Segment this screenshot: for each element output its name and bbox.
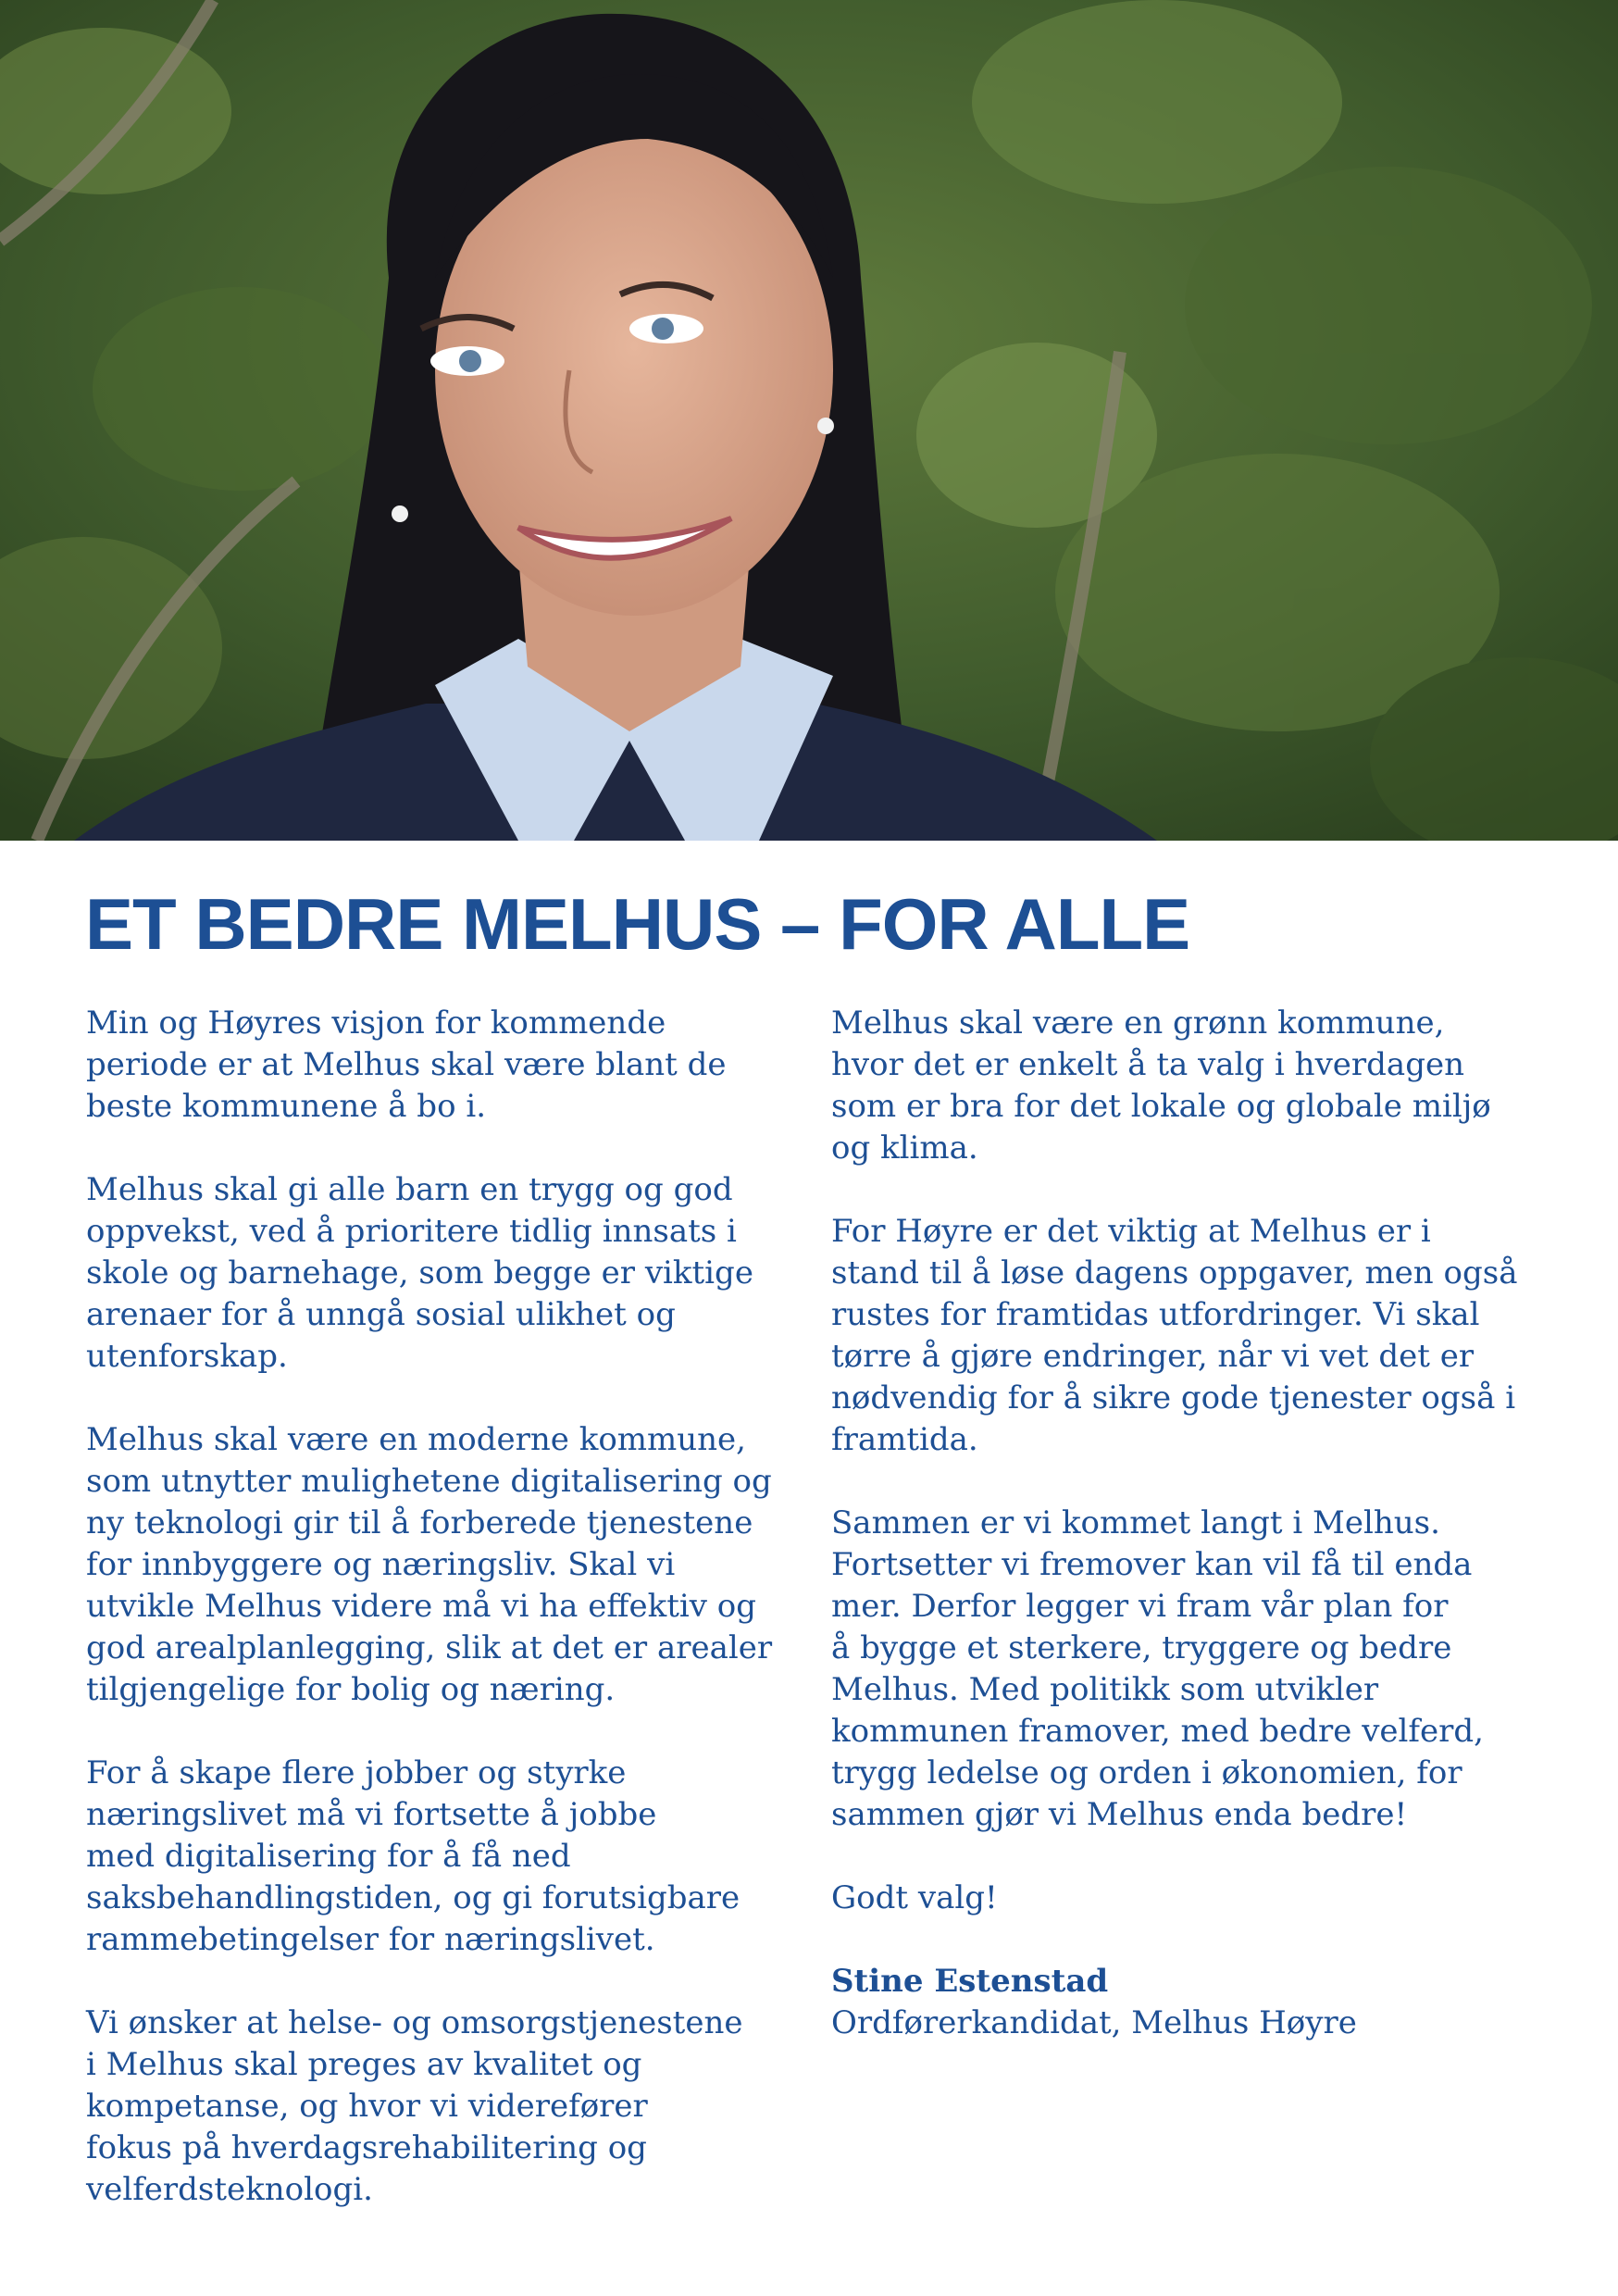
text-line: Min og Høyres visjon for kommende	[86, 1004, 666, 1042]
text-line: for innbyggere og næringsliv. Skal vi	[86, 1546, 676, 1583]
right-column	[831, 1003, 1553, 2086]
text-line: oppvekst, ved å prioritere tidlig innsats i	[86, 1213, 737, 1250]
paragraph	[831, 1211, 1553, 1461]
paragraph	[86, 1753, 808, 1961]
text-line: kompetanse, og hvor vi viderefører	[86, 2088, 648, 2125]
text-line: beste kommunene å bo i.	[86, 1088, 487, 1125]
text-line: tilgjengelige for bolig og næring.	[86, 1671, 616, 1708]
signature	[831, 1961, 1553, 2044]
text-line: stand til å løse dagens oppgaver, men også	[831, 1254, 1518, 1292]
text-line: sammen gjør vi Melhus enda bedre!	[831, 1796, 1408, 1833]
text-line: framtida.	[831, 1421, 978, 1458]
text-line: periode er at Melhus skal være blant de	[86, 1046, 727, 1083]
text-line: som utnytter mulighetene digitalisering og	[86, 1463, 772, 1500]
text-line: utvikle Melhus videre må vi ha effektiv og	[86, 1588, 757, 1625]
text-line: Vi ønsker at helse- og omsorgstjenestene	[86, 2004, 743, 2041]
text-line: Melhus skal være en grønn kommune,	[831, 1004, 1445, 1042]
portrait-illustration	[0, 0, 1618, 841]
text-line: Melhus skal gi alle barn en trygg og god	[86, 1171, 733, 1208]
page-title: ET BEDRE MELHUS – FOR ALLE	[85, 883, 1190, 965]
text-line: rammebetingelser for næringslivet.	[86, 1921, 655, 1958]
paragraph	[86, 1169, 808, 1378]
text-line: tørre å gjøre endringer, når vi vet det er	[831, 1338, 1475, 1375]
paragraph	[86, 2003, 808, 2211]
paragraph	[831, 1878, 1553, 1919]
paragraph	[831, 1503, 1553, 1836]
text-line: Melhus skal være en moderne kommune,	[86, 1421, 746, 1458]
text-line: ny teknologi gir til å forberede tjenestene	[86, 1504, 753, 1541]
text-line: Sammen er vi kommet langt i Melhus.	[831, 1504, 1440, 1541]
portrait-photo	[0, 0, 1618, 841]
text-line: arenaer for å unngå sosial ulikhet og	[86, 1296, 676, 1333]
text-line: å bygge et sterkere, tryggere og bedre	[831, 1629, 1452, 1666]
paragraph	[831, 1003, 1553, 1169]
text-line: rustes for framtidas utfordringer. Vi skal	[831, 1296, 1480, 1333]
text-line: Melhus. Med politikk som utvikler	[831, 1671, 1379, 1708]
text-line: skole og barnehage, som begge er viktige	[86, 1254, 753, 1292]
paragraph	[86, 1003, 808, 1128]
text-line: For å skape flere jobber og styrke	[86, 1754, 627, 1791]
text-line: næringslivet må vi fortsette å jobbe	[86, 1796, 657, 1833]
text-line: utenforskap.	[86, 1338, 288, 1375]
text-line: nødvendig for å sikre gode tjenester også i	[831, 1379, 1516, 1416]
text-line: og klima.	[831, 1129, 978, 1167]
text-line: kommunen framover, med bedre velferd,	[831, 1713, 1484, 1750]
text-line: Godt valg!	[831, 1879, 998, 1916]
text-line: mer. Derfor legger vi fram vår plan for	[831, 1588, 1449, 1625]
left-column	[86, 1003, 808, 2252]
text-line: som er bra for det lokale og globale miljø	[831, 1088, 1491, 1125]
text-line: i Melhus skal preges av kvalitet og	[86, 2046, 642, 2083]
signature-role: Ordførerkandidat, Melhus Høyre	[831, 2004, 1357, 2041]
text-line: fokus på hverdagsrehabilitering og	[86, 2129, 647, 2166]
text-line: hvor det er enkelt å ta valg i hverdagen	[831, 1046, 1464, 1083]
paragraph	[86, 1419, 808, 1711]
text-line: velferdsteknologi.	[86, 2171, 373, 2208]
text-line: god arealplanlegging, slik at det er arealer	[86, 1629, 773, 1666]
text-line: med digitalisering for å få ned	[86, 1838, 571, 1875]
text-line: trygg ledelse og orden i økonomien, for	[831, 1754, 1462, 1791]
signature-name: Stine Estenstad	[831, 1963, 1109, 2000]
text-line: saksbehandlingstiden, og gi forutsigbare	[86, 1879, 741, 1916]
text-line: For Høyre er det viktig at Melhus er i	[831, 1213, 1431, 1250]
text-line: Fortsetter vi fremover kan vil få til enda	[831, 1546, 1473, 1583]
